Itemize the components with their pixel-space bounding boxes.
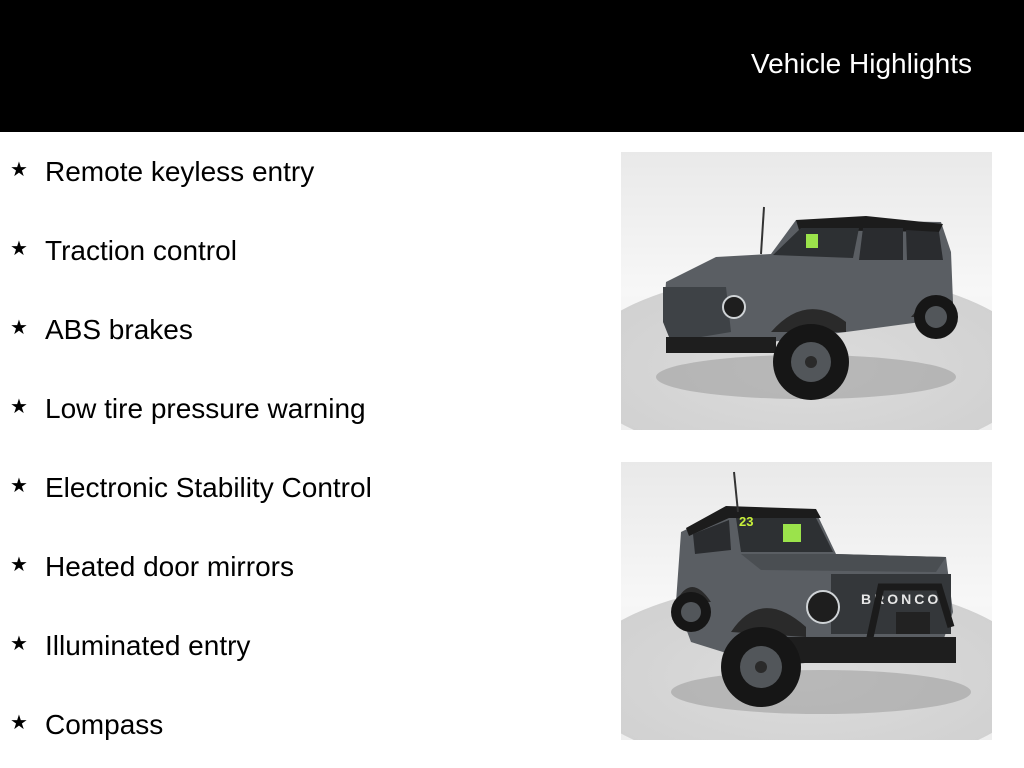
feature-label: Electronic Stability Control bbox=[45, 472, 372, 503]
feature-item bbox=[10, 626, 250, 666]
star-icon: ★ bbox=[10, 474, 28, 497]
feature-label: Remote keyless entry bbox=[45, 156, 315, 187]
feature-item bbox=[10, 547, 294, 587]
star-icon: ★ bbox=[10, 395, 28, 418]
feature-item bbox=[10, 231, 237, 271]
header-bar bbox=[0, 0, 1024, 132]
feature-item bbox=[10, 468, 372, 508]
star-icon: ★ bbox=[10, 553, 28, 576]
feature-label: Heated door mirrors bbox=[45, 551, 294, 582]
star-icon: ★ bbox=[10, 316, 28, 339]
vehicle-photo-front-angle[interactable] bbox=[621, 462, 992, 740]
svg-text:23: 23 bbox=[739, 514, 754, 529]
feature-label: Low tire pressure warning bbox=[45, 393, 366, 424]
star-icon: ★ bbox=[10, 237, 28, 260]
star-icon: ★ bbox=[10, 158, 28, 181]
feature-label: Traction control bbox=[45, 235, 237, 266]
page-title: Vehicle Highlights bbox=[750, 48, 972, 79]
vehicle-photo-rear-angle[interactable] bbox=[621, 152, 992, 430]
feature-item bbox=[10, 310, 193, 350]
feature-item bbox=[10, 705, 163, 745]
feature-item bbox=[10, 389, 366, 429]
feature-item bbox=[10, 152, 314, 192]
feature-label: ABS brakes bbox=[45, 314, 193, 345]
feature-label: Compass bbox=[45, 709, 164, 740]
svg-text:BRONCO: BRONCO bbox=[861, 591, 942, 607]
feature-label: Illuminated entry bbox=[45, 630, 251, 661]
star-icon: ★ bbox=[10, 711, 28, 734]
star-icon: ★ bbox=[10, 632, 28, 655]
